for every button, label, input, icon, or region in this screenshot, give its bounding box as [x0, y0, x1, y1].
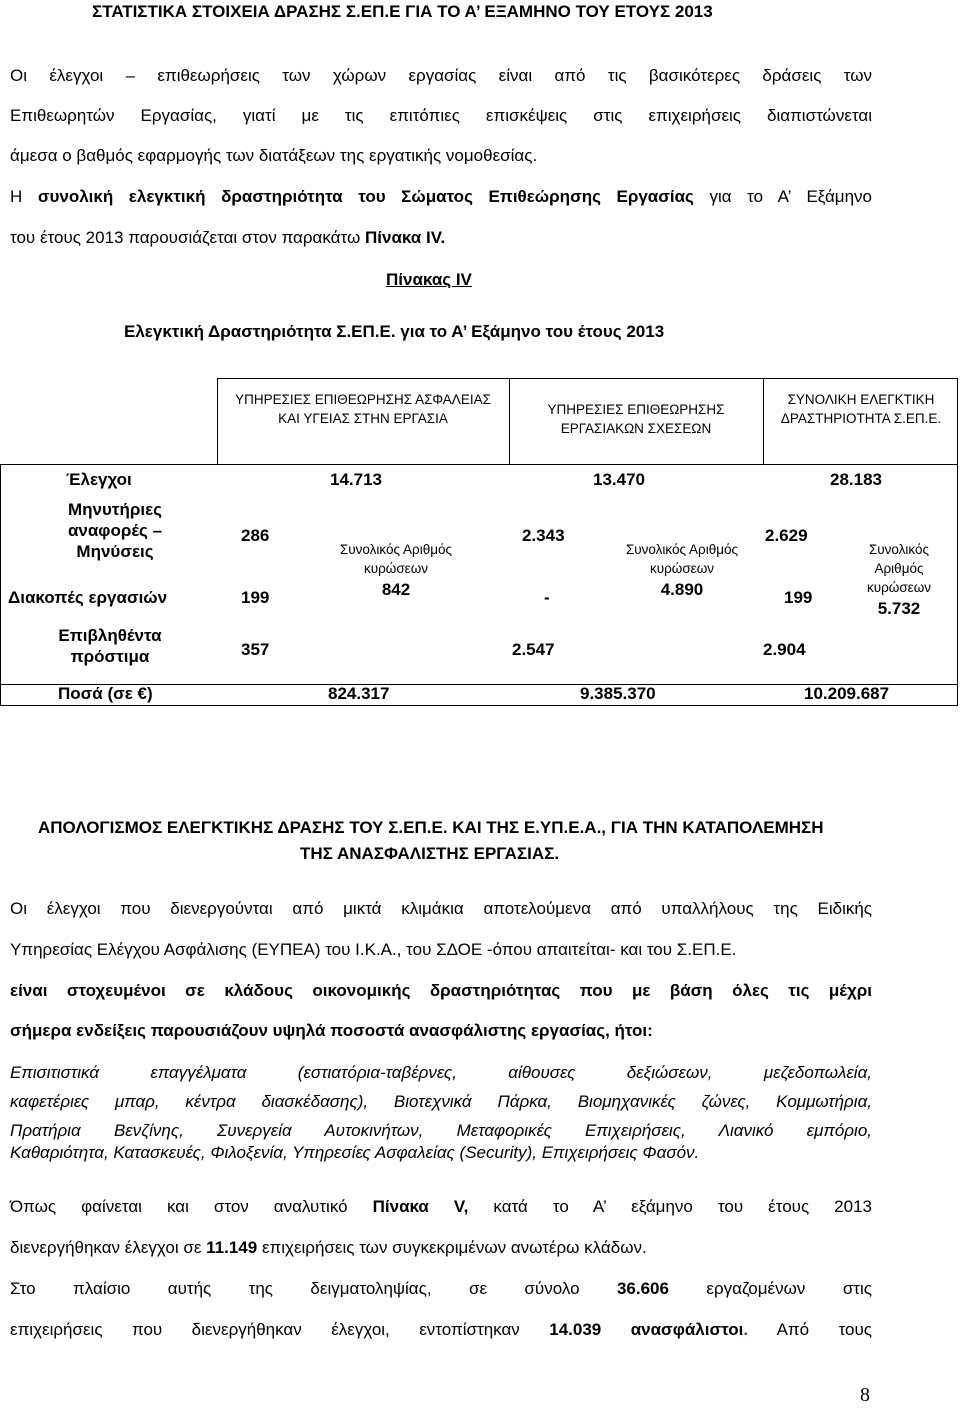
intro-line-1: Οι έλεγχοι – επιθεωρήσεις των χώρων εργασίας είναι από τις βασικότερες δράσεις των — [10, 66, 872, 85]
suspensions-labor-relations: - — [544, 588, 550, 607]
reports-total: 2.629 — [765, 526, 808, 545]
table-line — [0, 705, 958, 706]
p2-line-2-pre: διενεργήθηκαν έλεγχοι σε — [10, 1238, 207, 1257]
intro-line-5-bold: Πίνακα IV. — [364, 228, 446, 247]
fines-labor-relations: 2.547 — [512, 640, 555, 659]
sanctions-total — [844, 540, 954, 621]
table-line — [217, 378, 958, 379]
section2-p3-line-1 — [10, 1279, 872, 1299]
intro-line-3: άμεσα ο βαθμός εφαρμογής των διατάξεων της εργατικής νομοθεσίας. — [10, 146, 538, 165]
p3-line-2-dot: . — [743, 1320, 749, 1339]
intro-line-4-post: για το Α’ Εξάμηνο — [693, 187, 872, 206]
intro-line-2: Επιθεωρητών Εργασίας, γιατί με τις επιτόπιες επισκέψεις στις επιχειρήσεις διαπιστώνεται — [10, 106, 872, 125]
p2-line-1-pre: Όπως φαίνεται και στον αναλυτικό — [10, 1197, 373, 1216]
intro-line-4-pre: Η — [10, 187, 38, 206]
sectors-line-4: Καθαριότητα, Κατασκευές, Φιλοξενία, Υπηρεσίες Ασφαλείας (Security), Επιχειρήσεις Φασόν. — [10, 1143, 700, 1162]
table-line — [509, 378, 510, 465]
table-line — [0, 464, 1, 706]
table-line — [0, 464, 958, 465]
amount-labor-relations: 9.385.370 — [580, 684, 656, 703]
reports-labor-relations: 2.343 — [522, 526, 565, 545]
table-name: Πίνακας IV — [386, 270, 472, 289]
section2-title-line-1: ΑΠΟΛΟΓΙΣΜΟΣ ΕΛΕΓΚΤΙΚΗΣ ΔΡΑΣΗΣ ΤΟΥ Σ.ΕΠ.Ε. ΚΑΙ ΤΗΣ Ε.ΥΠ.Ε.Α., ΓΙΑ ΤΗΝ ΚΑΤΑΠΟΛΕΜΗΣΗ — [38, 818, 824, 837]
section2-p3-line-2 — [10, 1320, 872, 1340]
header-health-safety: ΥΠΗΡΕΣΙΕΣ ΕΠΙΘΕΩΡΗΣΗΣ ΑΣΦΑΛΕΙΑΣ ΚΑΙ ΥΓΕΙΑΣ ΣΤΗΝ ΕΡΓΑΣΙΑ — [235, 392, 491, 426]
section2-p1-line-1: Οι έλεγχοι που διενεργούνται από μικτά κλιμάκια αποτελούμενα από υπαλλήλους της Ειδικής — [10, 899, 872, 918]
p3-line-1-bold: 36.606 — [616, 1279, 669, 1298]
amount-health-safety: 824.317 — [328, 684, 390, 703]
table-subtitle: Ελεγκτική Δραστηριότητα Σ.ΕΠ.Ε. για το Α’ Εξάμηνο του έτους 2013 — [124, 322, 665, 341]
sectors-line-3: Πρατήρια Βενζίνης, Συνεργεία Αυτοκινήτων, Μεταφορικές Επιχειρήσεις, Λιανικό εμπόριο, — [10, 1121, 872, 1140]
section2-p2-line-2 — [10, 1238, 647, 1258]
p2-line-1-bold: Πίνακα V, — [372, 1197, 469, 1216]
p3-line-2-bold: 14.039 ανασφάλιστοι — [549, 1320, 744, 1339]
intro-line-5 — [10, 228, 445, 248]
document-title: ΣΤΑΤΙΣΤΙΚΑ ΣΤΟΙΧΕΙΑ ΔΡΑΣΗΣ Σ.ΕΠ.Ε ΓΙΑ ΤΟ Α’ ΕΞΑΜΗΝΟ ΤΟΥ ΕΤΟΥΣ 2013 — [92, 2, 713, 21]
section2-p1-line-2: Υπηρεσίας Ελέγχου Ασφάλισης (ΕΥΠΕΑ) του Ι.Κ.Α., του ΣΔΟΕ -όπου απαιτείται- και του Σ.ΕΠ.Ε. — [10, 940, 737, 959]
section2-p1-line-4: σήμερα ενδείξεις παρουσιάζουν υψηλά ποσοστά ανασφάλιστης εργασίας, ήτοι: — [10, 1021, 653, 1040]
row-label-checks: Έλεγχοι — [66, 470, 132, 489]
row-label-suspensions: Διακοπές εργασιών — [8, 588, 168, 607]
page-number: 8 — [860, 1384, 870, 1406]
p3-line-2-post: Από τους — [748, 1320, 872, 1339]
p3-line-1-post: εργαζομένων στις — [668, 1279, 872, 1298]
checks-total: 28.183 — [830, 470, 882, 489]
intro-line-4-bold: συνολική ελεγκτική δραστηριότητα του Σώματος Επιθεώρησης Εργασίας — [37, 187, 694, 206]
header-labor-relations: ΥΠΗΡΕΣΙΕΣ ΕΠΙΘΕΩΡΗΣΗΣ ΕΡΓΑΣΙΑΚΩΝ ΣΧΕΣΕΩΝ — [547, 402, 725, 436]
sanctions-health-safety — [336, 540, 456, 602]
intro-line-4 — [10, 187, 872, 207]
sanctions-label: Συνολικός Αριθμός κυρώσεων — [625, 542, 739, 576]
row-label-amount: Ποσά (σε €) — [58, 684, 153, 703]
section2-title-line-2: ΤΗΣ ΑΝΑΣΦΑΛΙΣΤΗΣ ΕΡΓΑΣΙΑΣ. — [300, 844, 560, 863]
table-line — [957, 378, 958, 706]
sectors-line-1: Επισιτιστικά επαγγέλματα (εστιατόρια-ταβέρνες, αίθουσες δεξιώσεων, μεζεδοπωλεία, — [10, 1063, 872, 1082]
sanctions-label: Συνολικός Αριθμός κυρώσεων — [867, 542, 931, 595]
header-total: ΣΥΝΟΛΙΚΗ ΕΛΕΓΚΤΙΚΗ ΔΡΑΣΤΗΡΙΟΤΗΤΑ Σ.ΕΠ.Ε. — [780, 392, 942, 426]
sanctions-total-value: 4.890 — [660, 580, 704, 599]
p2-line-2-bold: 11.149 — [206, 1238, 258, 1257]
suspensions-total: 199 — [784, 588, 813, 607]
checks-health-safety: 14.713 — [330, 470, 382, 489]
row-label-fines: Επιβληθέντα πρόστιμα — [58, 626, 162, 666]
p2-line-2-post: επιχειρήσεις των συγκεκριμένων ανωτέρω κλάδων. — [257, 1238, 647, 1257]
sanctions-label: Συνολικός Αριθμός κυρώσεων — [339, 542, 453, 576]
fines-total: 2.904 — [763, 640, 806, 659]
suspensions-health-safety: 199 — [241, 588, 270, 607]
sanctions-total-value: 5.732 — [877, 599, 921, 618]
amount-total: 10.209.687 — [804, 684, 890, 703]
sanctions-labor-relations — [622, 540, 742, 602]
checks-labor-relations: 13.470 — [593, 470, 645, 489]
p2-line-1-post: κατά το Α’ εξάμηνο του έτους 2013 — [468, 1197, 872, 1216]
activity-table — [0, 378, 958, 706]
table-line — [763, 378, 764, 465]
p3-line-2-pre: επιχειρήσεις που διενεργήθηκαν έλεγχοι, εντοπίστηκαν — [10, 1320, 550, 1339]
section2-p2-line-1 — [10, 1197, 872, 1217]
sanctions-total-value: 842 — [381, 580, 411, 599]
row-label-reports: Μηνυτήριες αναφορές – Μηνύσεις — [67, 500, 163, 561]
section2-p1-line-3: είναι στοχευμένοι σε κλάδους οικονομικής δραστηριότητας που με βάση όλες τις μέχρι — [10, 981, 872, 1000]
table-line — [217, 378, 218, 465]
p3-line-1-pre: Στο πλαίσιο αυτής της δειγματοληψίας, σε σύνολο — [10, 1279, 617, 1298]
fines-health-safety: 357 — [241, 640, 270, 659]
reports-health-safety: 286 — [241, 526, 270, 545]
sectors-line-2: καφετέριες μπαρ, κέντρα διασκέδασης), Βιοτεχνικά Πάρκα, Βιομηχανικές ζώνες, Κομμωτήρια, — [10, 1092, 872, 1111]
intro-line-5-pre: του έτους 2013 παρουσιάζεται στον παρακάτω — [10, 228, 365, 247]
